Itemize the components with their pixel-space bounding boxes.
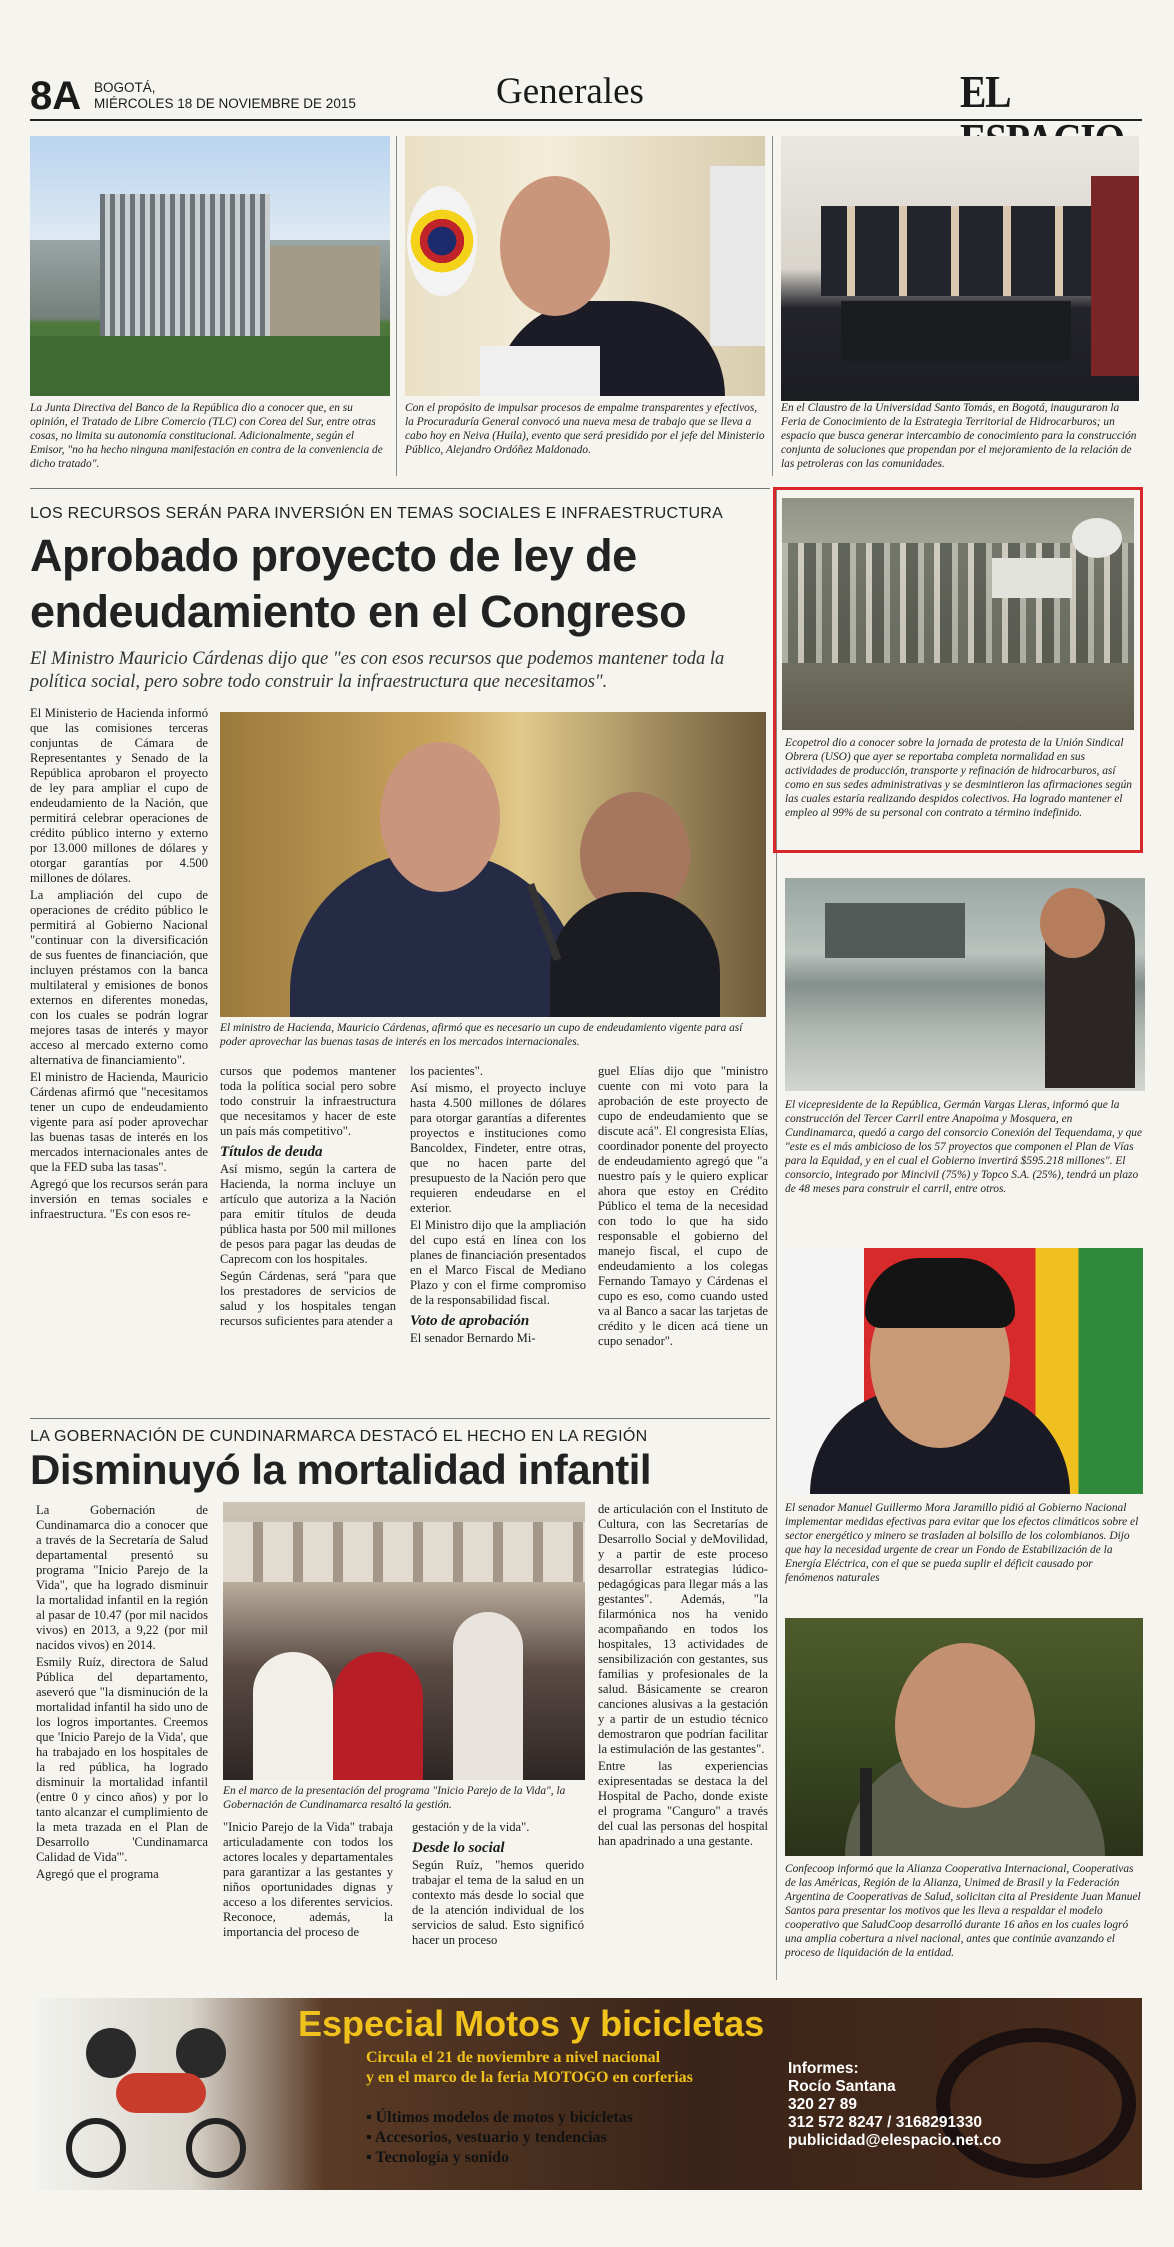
article1-headline xyxy=(30,528,790,640)
article1-col4 xyxy=(598,1064,768,1351)
ad-line2: y en el marco de la feria MOTOGO en corferias xyxy=(366,2069,693,2086)
article2-col4 xyxy=(598,1502,768,1851)
article2-col3 xyxy=(412,1820,584,1950)
article1-headline-line2: endeudamiento en el Congreso xyxy=(30,586,687,637)
photo-hydrocarbons-fair xyxy=(781,136,1139,401)
ad-title: Especial Motos y bicicletas xyxy=(298,2003,765,2044)
article1-col3 xyxy=(410,1064,586,1348)
page-number: 8A xyxy=(30,74,82,118)
column-divider xyxy=(772,136,773,476)
article1-kicker: LOS RECURSOS SERÁN PARA INVERSIÓN EN TEMAS SOCIALES E INFRAESTRUCTURA xyxy=(30,505,724,522)
brand-logo: EL xyxy=(960,67,1009,117)
caption-inicio-parejo-event: En el marco de la presentación del programa "Inicio Parejo de la Vida", la Gobernación de Cundinamarca resaltó la gestión. xyxy=(223,1785,566,1811)
ad-bullet: ▪ Accesorios, vestuario y tendencias xyxy=(366,2129,607,2146)
article1-paragraph: El Ministerio de Hacienda informó que las comisiones terceras conjuntas de Cámara de Representantes y Senado de la República aprobaron el proyecto de ley para ampliar el cupo de endeudamiento de la Nación, que permitirá celebrar operaciones de crédito público interno y externo por 13.000 millones de dólares y otorgar garantías por 4.500 millones de dólares. xyxy=(30,706,208,885)
section-rule xyxy=(30,488,770,489)
ad-bullet: ▪ Últimos modelos de motos y bicicletas xyxy=(366,2109,633,2126)
dateline xyxy=(94,80,356,112)
photo-senador-mora xyxy=(785,1248,1143,1494)
caption-senador-mora: El senador Manuel Guillermo Mora Jaramillo pidió al Gobierno Nacional implementar medidas efectivas para evitar que los efectos climáticos sobre el sector energético y minero se trasladen al bolsillo de los colombianos. Dijo que hay la necesidad urgente de crear un Fondo de Estabilización de la Energía Eléctrica, con el que se pueda suplir el déficit causado por fenómenos naturales xyxy=(785,1502,1139,1584)
article1-paragraph: Así mismo, según la cartera de Hacienda, la norma incluye un artículo que autoriza a la Nación para emitir títulos de deuda pública hasta por 500 mil millones de pesos para pagar las deudas de Caprecom con los hospitales. xyxy=(220,1162,396,1266)
article1-paragraph: cursos que podemos mantener toda la política social pero sobre todo construir la infraestructura que necesitamos y hacer de este un país más competitivo". xyxy=(220,1064,396,1138)
dateline-location: BOGOTÁ, xyxy=(94,80,156,95)
article2-headline: Disminuyó la mortalidad infantil xyxy=(30,1446,652,1493)
article1-paragraph: El senador Bernardo Mi- xyxy=(410,1331,536,1345)
photo-ecopetrol-refinery xyxy=(782,498,1134,730)
photo-inicio-parejo-event xyxy=(223,1502,585,1780)
article2-paragraph: Entre las experiencias exipresentadas se destaca la del Hospital de Pacho, donde existe el programa "Canguro" a través del cual las personas del hospital han apadrinado a una gestante. xyxy=(598,1759,768,1848)
article1-paragraph: Así mismo, el proyecto incluye hasta 4.500 millones de dólares para otorgar garantías a diferentes proyectos e instituciones como Bancoldex, Findeter, entre otras, que no hacen parte del presupuesto de la Nación pero que requieren endeudarse en el exterior. xyxy=(410,1081,586,1215)
ad-bullets xyxy=(366,2108,633,2168)
subheading-voto-de-aprobacion: Voto de aprobación xyxy=(410,1313,530,1329)
photo-juan-manuel-santos xyxy=(785,1618,1143,1856)
subheading-titulos-de-deuda: Títulos de deuda xyxy=(220,1144,323,1160)
article1-col1 xyxy=(30,706,208,1224)
caption-ecopetrol: Ecopetrol dio a conocer sobre la jornada de protesta de la Unión Sindical Obrera (USO) que ayer se reportaba completa normalidad en sus actividades de producción, transporte y refinación de hidrocarburos, así como en sus sedes administrativas y se desmintieron las afirmaciones según las cuales estaría realizando despidos colectivos. Ha logrado mantener el empleo al 99% de su personal con contrato a término indefinido. xyxy=(785,737,1132,819)
ad-phone: 312 572 8247 / 3168291330 xyxy=(788,2114,982,2131)
article1-headline-line1: Aprobado proyecto de ley de xyxy=(30,530,637,581)
article1-deck: El Ministro Mauricio Cárdenas dijo que "es con esos recursos que podemos mantener toda la política social, pero sobre todo construir la infraestructura que necesitamos". xyxy=(30,649,725,692)
caption-hydrocarbons-fair: En el Claustro de la Universidad Santo Tomás, en Bogotá, inauguraron la Feria de Conocimiento de la Estrategia Territorial de Hidrocarburos; un espacio que busca generar intercambio de conocimiento para la construcción conjunta de soluciones que propendan por el mejoramiento de la relación de las petroleras con las comunidades. xyxy=(781,402,1137,470)
masthead xyxy=(30,62,1142,122)
masthead-rule xyxy=(30,119,1142,121)
article1-paragraph: El ministro de Hacienda, Mauricio Cárdenas afirmó que "necesitamos tener un cupo de endeudamiento vigente para así poder aprovechar las buenas tasas de interés en los mercados internacionales antes de que la FED suba las tasas". xyxy=(30,1070,208,1174)
caption-bank: La Junta Directiva del Banco de la República dio a conocer que, en su opinión, el Tratado de Libre Comercio (TLC) con Corea del Sur, entre otras cosas, no limita su autonomía constitucional. Adicionalmente, según el Emisor, "no ha hecho ninguna manifestación en contra de la conveniencia de dicho tratado". xyxy=(30,402,383,470)
article2-col1 xyxy=(36,1503,208,1884)
caption-minister-cardenas: El ministro de Hacienda, Mauricio Cárdenas, afirmó que es necesario un cupo de endeudamiento vigente para así poder aprovechar las buenas tasas de interés en los mercados internacionales. xyxy=(220,1022,743,1048)
ad-circulation xyxy=(366,2048,693,2088)
article2-paragraph: gestación y de la vida". xyxy=(412,1820,530,1834)
article1-col2 xyxy=(220,1064,396,1331)
caption-confecoop: Confecoop informó que la Alianza Cooperativa Internacional, Cooperativas de las Américas, Región de la Alianza, Unimed de Brasil y la Federación Argentina de Cooperativas de Salud, solicitan cita al Presidente Juan Manuel Santos para presentar los motivos que les lleva a respaldar el modelo cooperativo que SaludCoop desarrolló durante 16 años en los cuales logró una amplia cobertura a nivel nacional, antes que continúe avanzando el proceso de liquidación de la entidad. xyxy=(785,1863,1141,1959)
article1-paragraph: guel Elías dijo que "ministro cuente con mi voto para la aprobación de este proyecto de cupo de endeudamiento que se discute acá". El congresista Elías, coordinador ponente del proyecto de endeudamiento agregó que "a nuestro país y le quiero explicar ahora que estoy en Crédito Público el tema de la necesidad con todo lo que ha sido responsable el gobierno del manejo fiscal, el cupo de endeudamiento a los colegas Fernando Tamayo y Cárdenas el cupo es eso, como cuando usted va al Banco a sacar las tarjetas de crédito y le dicen acá tiene un cupo senador". xyxy=(598,1064,768,1348)
article2-paragraph: Esmily Ruíz, directora de Salud Pública del departamento, aseveró que "la disminución de la mortalidad infantil ha sido uno de los logros importantes. Creemos que 'Inicio Parejo de la Vida', que ha trabajado en los hospitales de la red pública, ha logrado disminuir la mortalidad infantil (entre 0 y cinco años) y por lo tanto alcanzar el cumplimiento de la meta trazada en el Plan de Desarrollo 'Cundinamarca Calidad de Vida'". xyxy=(36,1655,208,1864)
article2-paragraph: Agregó que el programa xyxy=(36,1867,159,1881)
ad-line1: Circula el 21 de noviembre a nivel nacional xyxy=(366,2049,661,2066)
caption-vargas-lleras: El vicepresidente de la República, Germán Vargas Lleras, informó que la construcción del Tercer Carril entre Anapoima y Mosquera, en Cundinamarca, quedó a cargo del consorcio Conexión del Tequendama, y que "este es el más ambicioso de los 57 proyectos que componen el Plan de Vías para la Equidad, y en el cual el Gobierno invertirá $595.218 millones". El consorcio, integrado por Mincivil (75%) y Topco S.A. (25%), tendrá un plazo de 48 meses para construir el carril, entre otros. xyxy=(785,1099,1143,1195)
ad-email-link[interactable]: publicidad@elespacio.net.co xyxy=(788,2132,1002,2149)
caption-procurador: Con el propósito de impulsar procesos de empalme transparentes y efectivos, la Procuraduría General convocó una nueva mesa de trabajo que se lleva a cabo hoy en Neiva (Huila), evento que será presidido por el jefe del Ministerio Público, Alejandro Ordóñez Maldonado. xyxy=(405,402,765,456)
subheading-desde-lo-social: Desde lo social xyxy=(412,1840,505,1856)
ad-rider-graphic xyxy=(56,2018,256,2178)
ad-contact-label: Informes: xyxy=(788,2060,859,2077)
ad-contact-name: Rocío Santana xyxy=(788,2078,896,2095)
dateline-date: MIÉRCOLES 18 DE NOVIEMBRE DE 2015 xyxy=(94,96,356,111)
photo-vargas-lleras xyxy=(785,878,1145,1091)
article2-paragraph: Según Ruíz, "hemos querido trabajar el tema de la salud en un contexto más desde lo social que de la atención individual de los servicios de salud. Esto significó hacer un proceso xyxy=(412,1858,584,1947)
photo-procurador xyxy=(405,136,765,396)
article2-paragraph: de articulación con el Instituto de Cultura, con las Secretarías de Desarrollo Social y deMovilidad, y a partir de este proceso desarrollar estrategias lúdico-pedagógicas para llegar más a las gestantes". Además, "la filarmónica nos ha venido acompañando en todos los hospitales, 13 actividades de sensibilización con gestantes, sus familias y profesionales de la salud. Básicamente se crearon canciones alusivas a la gestación y a partir de un estudio técnico demostraron que podrían facilitar la estimulación de las gestantes". xyxy=(598,1502,768,1756)
article1-paragraph: Según Cárdenas, será "para que los prestadores de servicios de salud y los hospitales tengan recursos suficientes para atender a xyxy=(220,1269,396,1328)
photo-minister-cardenas xyxy=(220,712,766,1017)
section-rule xyxy=(30,1418,770,1419)
article2-kicker: LA GOBERNACIÓN DE CUNDINARMARCA DESTACÓ EL HECHO EN LA REGIÓN xyxy=(30,1428,648,1445)
article1-paragraph: La ampliación del cupo de operaciones de crédito público le permitirá al Gobierno Nacional "continuar con la diversificación de sus fuentes de financiación, que incluyen préstamos con la banca multilateral y emisiones de bonos externos en diferentes monedas, con los cuales se podrán lograr mejores tasas de interés y mayor acceso al mercado externo como alternativa de financiamiento". xyxy=(30,888,208,1067)
section-title: Generales xyxy=(496,71,644,112)
ad-contact xyxy=(788,2060,1001,2150)
column-divider xyxy=(396,136,397,476)
ad-phone: 320 27 89 xyxy=(788,2096,857,2113)
article2-col2 xyxy=(223,1820,393,1942)
photo-bank-building xyxy=(30,136,390,396)
ad-motos-bicicletas xyxy=(36,1998,1142,2190)
article2-paragraph: "Inicio Parejo de la Vida" trabaja articuladamente con todos los actores locales y departamentales para garantizar a las gestantes y niños oportunidades dignas y acceso a los diferentes servicios. Reconoce, además, la importancia del proceso de xyxy=(223,1820,393,1939)
article1-paragraph: Agregó que los recursos serán para inversión en temas sociales e infraestructura. "Es con esos re- xyxy=(30,1177,208,1221)
ad-bullet: ▪ Tecnología y sonido xyxy=(366,2149,510,2166)
article1-paragraph: El Ministro dijo que la ampliación del cupo está en línea con los planes de financiación presentados en el Marco Fiscal de Mediano Plazo y con el firme compromiso de la responsabilidad fiscal. xyxy=(410,1218,586,1307)
article1-paragraph: los pacientes". xyxy=(410,1064,483,1078)
article2-paragraph: La Gobernación de Cundinamarca dio a conocer que a través de la Secretaría de Salud departamental presentó su programa "Inicio Parejo de la Vida", que ha logrado disminuir la mortalidad infantil en la región al pasar de 10.47 (por mil nacidos vivos) en 2013, a 9,22 (por mil nacidos vivos) en 2014. xyxy=(36,1503,208,1652)
